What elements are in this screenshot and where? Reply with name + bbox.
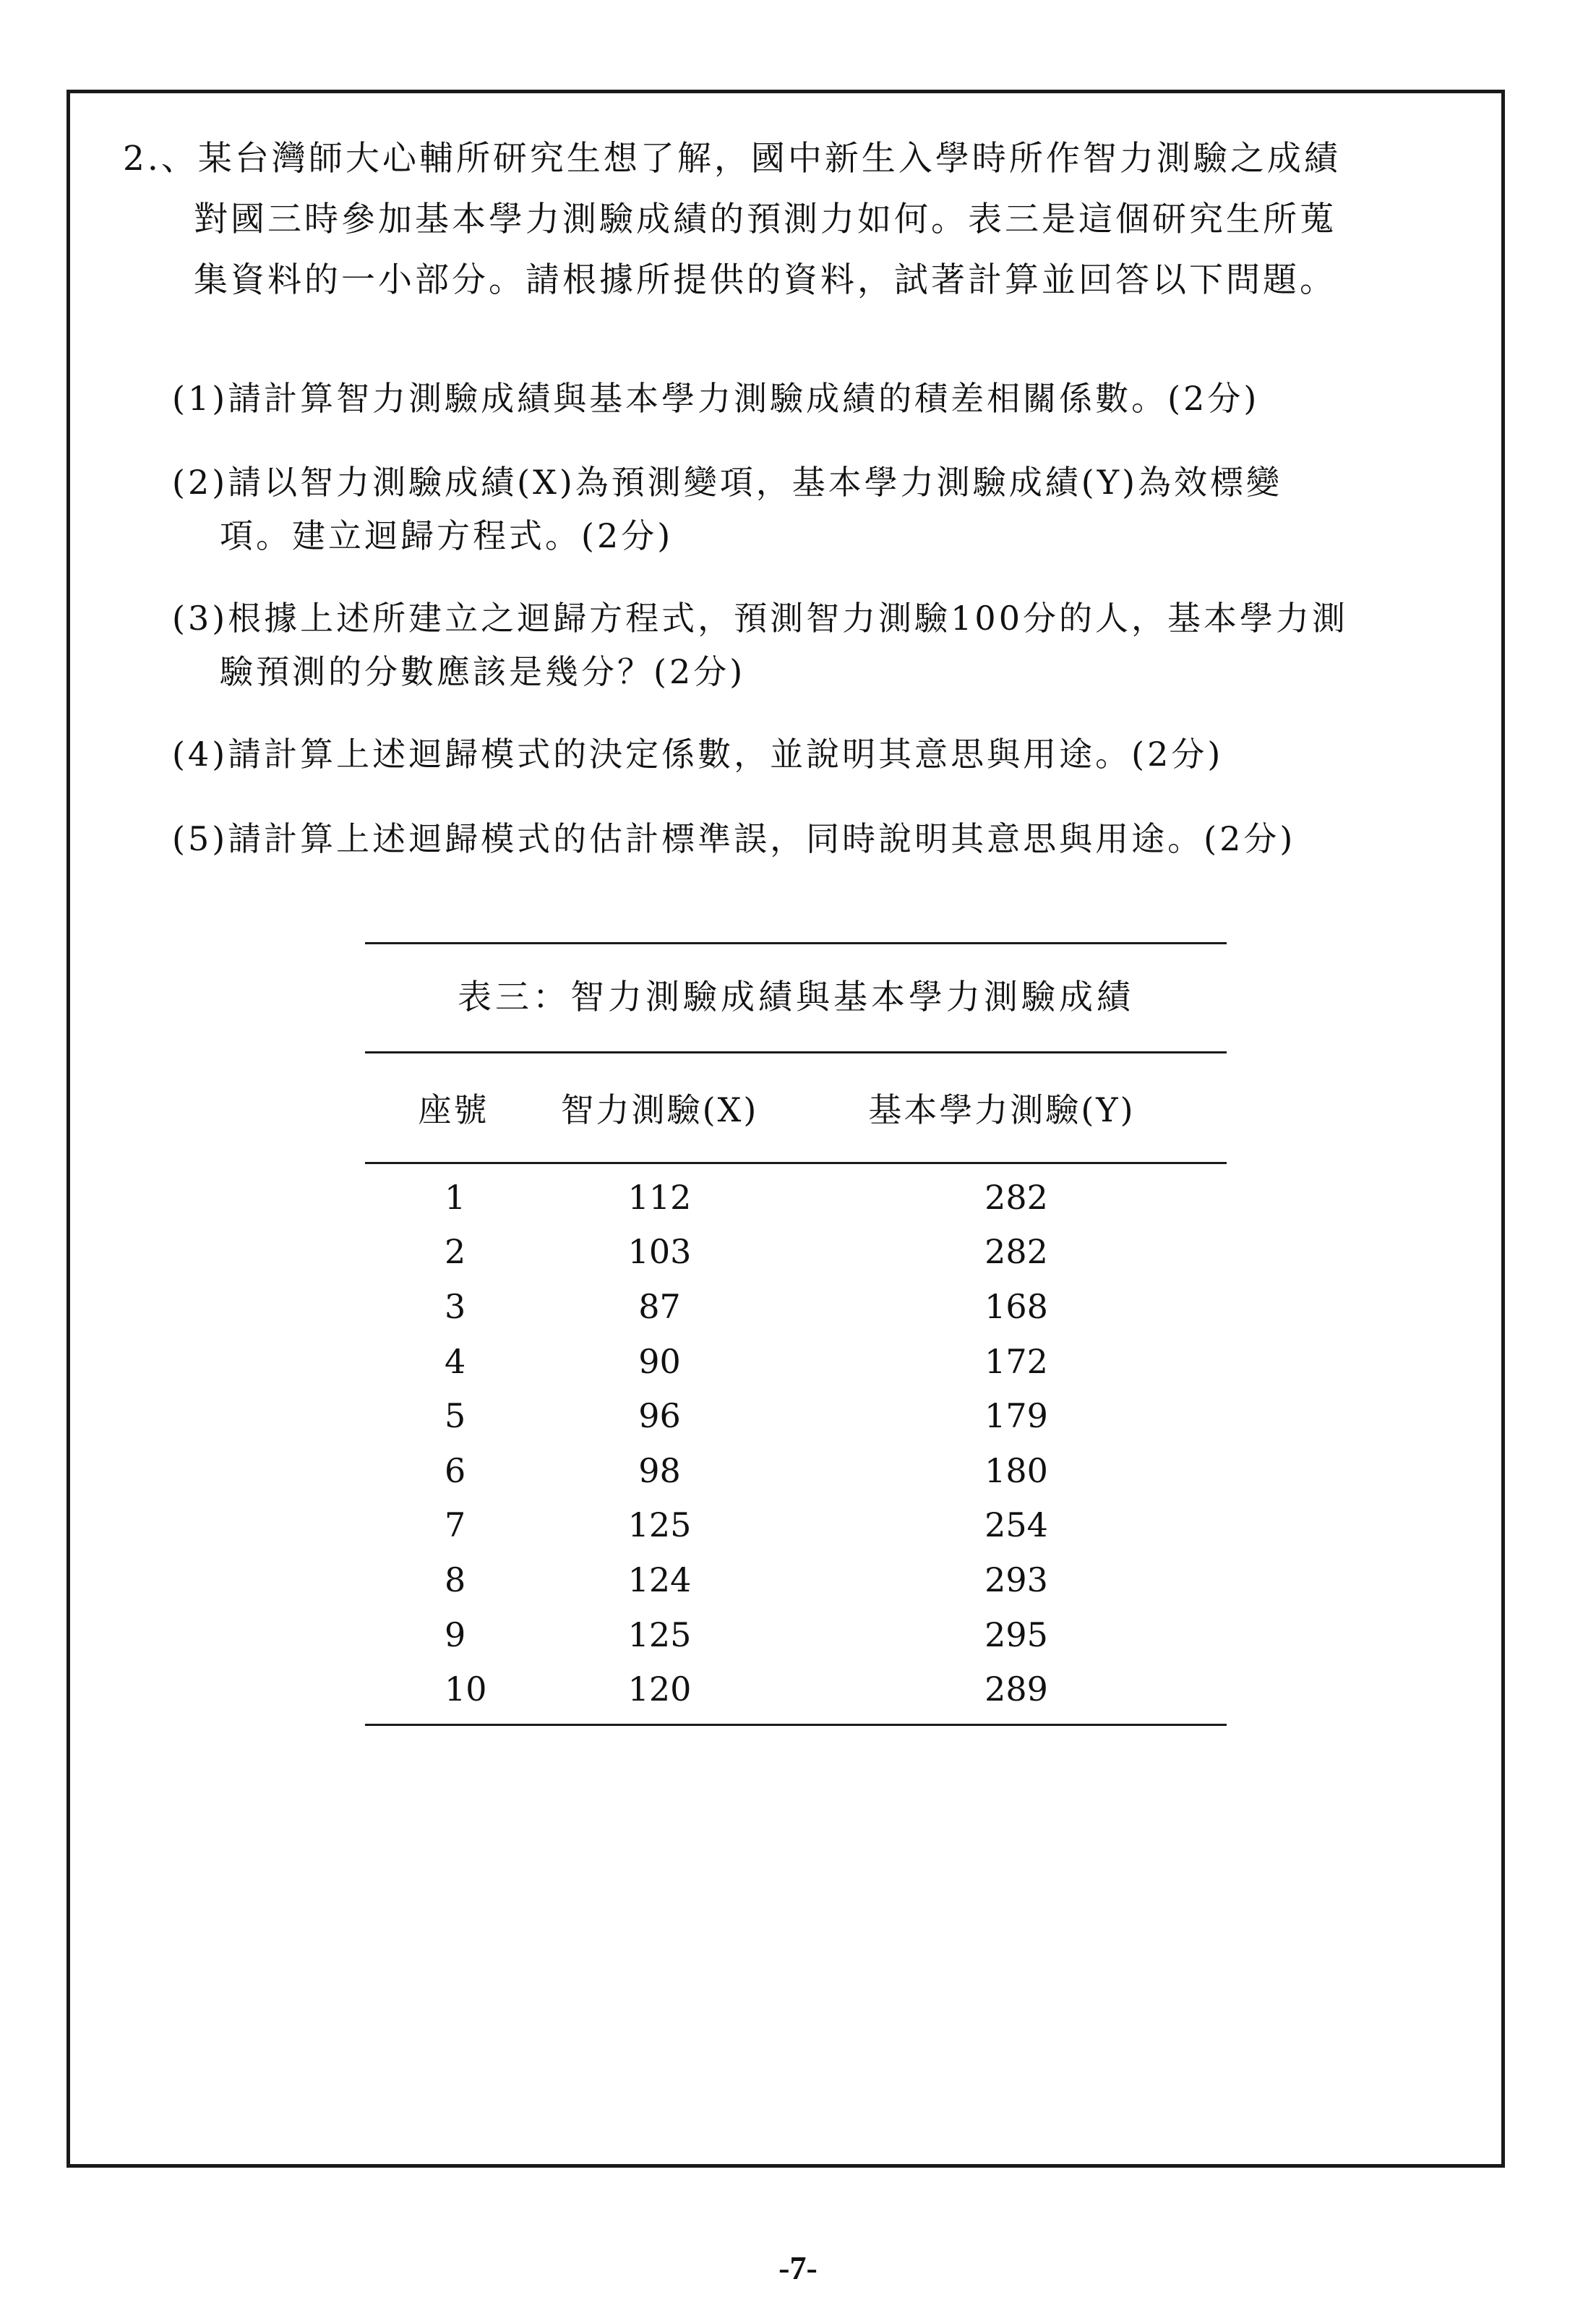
- cell-seat-number: 10: [445, 1670, 487, 1709]
- cell-seat-number: 3: [445, 1286, 466, 1326]
- question-stem-line: 2.、某台灣師大心輔所研究生想了解，國中新生入學時所作智力測驗之成績: [123, 139, 1341, 179]
- cell-seat-number: 5: [445, 1396, 466, 1436]
- cell-intelligence-score: 98: [638, 1450, 681, 1490]
- subquestion-5: [172, 812, 1495, 865]
- cell-competence-score: 295: [984, 1615, 1048, 1654]
- cell-intelligence-score: 87: [638, 1286, 681, 1326]
- cell-seat-number: 6: [445, 1450, 466, 1490]
- table-row: [365, 1552, 1227, 1607]
- cell-seat-number: 2: [445, 1232, 466, 1272]
- subquestion-1: [172, 372, 1495, 425]
- cell-intelligence-score: 125: [627, 1615, 692, 1654]
- table-row: [365, 1662, 1227, 1717]
- cell-seat-number: 1: [445, 1177, 466, 1217]
- cell-seat-number: 9: [445, 1615, 466, 1654]
- subquestion-line: (2)請以智力測驗成績(X)為預測變項，基本學力測驗成績(Y)為效標變: [172, 463, 1283, 502]
- subquestion-line: (4)請計算上述迴歸模式的決定係數，並說明其意思與用途。(2分): [172, 735, 1224, 774]
- table-body: [365, 1164, 1227, 1724]
- question-2-stem: [123, 129, 1496, 311]
- question-stem-continuation: [123, 189, 1496, 311]
- table-caption: 表三：智力測驗成績與基本學力測驗成績: [458, 978, 1134, 1017]
- cell-competence-score: 180: [984, 1450, 1048, 1490]
- table-row: [365, 1170, 1227, 1225]
- subquestion-line: 驗預測的分數應該是幾分？(2分): [220, 652, 746, 691]
- page-number: -7-: [778, 2249, 818, 2286]
- table-row: [365, 1279, 1227, 1334]
- table-bottom-rule: [365, 1724, 1227, 1726]
- cell-seat-number: 7: [445, 1505, 466, 1545]
- table-row: [365, 1388, 1227, 1443]
- cell-intelligence-score: 120: [627, 1670, 692, 1709]
- subquestion-2: [172, 456, 1495, 563]
- table-row: [365, 1334, 1227, 1389]
- table-row: [365, 1498, 1227, 1553]
- subquestion-line: (5)請計算上述迴歸模式的估計標準誤，同時說明其意思與用途。(2分): [172, 819, 1296, 858]
- cell-intelligence-score: 96: [638, 1396, 681, 1436]
- table-row: [365, 1225, 1227, 1280]
- cell-competence-score: 172: [984, 1341, 1048, 1381]
- cell-competence-score: 282: [984, 1177, 1048, 1217]
- cell-competence-score: 168: [984, 1286, 1048, 1326]
- table-header-basic-competence-test: 基本學力測驗(Y): [868, 1090, 1136, 1129]
- data-table: [365, 942, 1227, 1726]
- subquestion-3: [172, 591, 1495, 698]
- cell-intelligence-score: 125: [627, 1505, 692, 1545]
- table-header-intelligence-test: 智力測驗(X): [560, 1090, 759, 1129]
- table-header-seat-number: 座號: [418, 1090, 489, 1129]
- subquestion-line: (1)請計算智力測驗成績與基本學力測驗成績的積差相關係數。(2分): [172, 379, 1260, 418]
- subquestion-4: [172, 727, 1495, 781]
- cell-intelligence-score: 90: [638, 1341, 681, 1381]
- cell-intelligence-score: 112: [627, 1177, 692, 1217]
- table-row: [365, 1443, 1227, 1498]
- cell-intelligence-score: 103: [627, 1232, 692, 1272]
- cell-competence-score: 282: [984, 1232, 1048, 1272]
- subquestion-line: (3)根據上述所建立之迴歸方程式，預測智力測驗100分的人，基本學力測: [172, 599, 1348, 638]
- cell-seat-number: 4: [445, 1341, 466, 1381]
- subquestion-line: 項。建立迴歸方程式。(2分): [220, 516, 674, 555]
- question-stem-line: 集資料的一小部分。請根據所提供的資料，試著計算並回答以下問題。: [194, 260, 1337, 300]
- cell-competence-score: 254: [984, 1505, 1048, 1545]
- question-stem-line: 對國三時參加基本學力測驗成績的預測力如何。表三是這個研究生所蒐: [194, 200, 1337, 239]
- table-row: [365, 1607, 1227, 1662]
- cell-competence-score: 289: [984, 1670, 1048, 1709]
- cell-intelligence-score: 124: [627, 1560, 692, 1599]
- cell-competence-score: 179: [984, 1396, 1048, 1436]
- cell-competence-score: 293: [984, 1560, 1048, 1599]
- cell-seat-number: 8: [445, 1560, 466, 1599]
- table-header-row: [365, 1053, 1227, 1162]
